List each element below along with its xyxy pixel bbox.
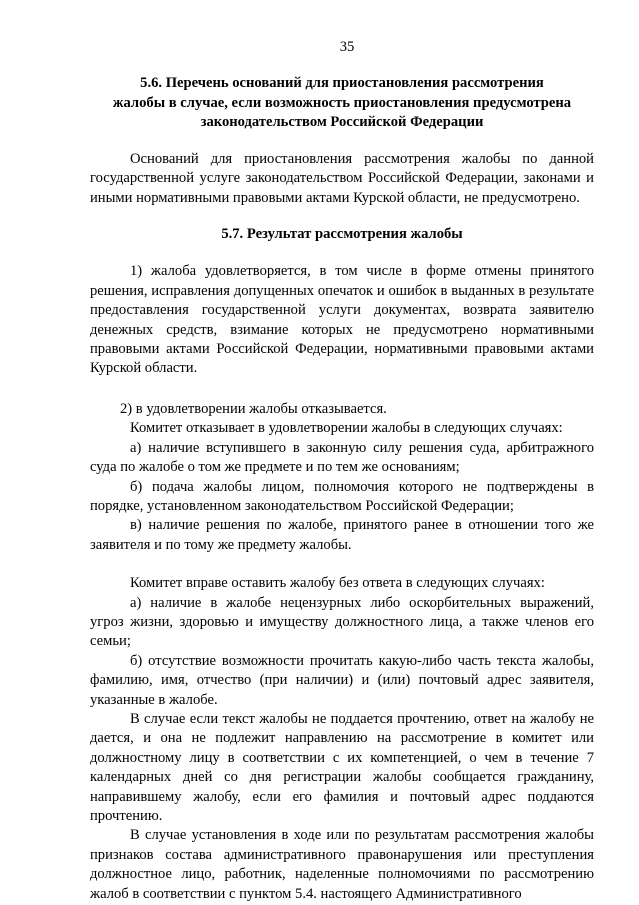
- violation-paragraph: В случае установления в ходе или по результатам рассмотрения жалобы признаков состава административного правонарушения или преступления должностное лицо, работник, наделенные полномочиями по рассмотрению жалоб в соответствии с пунктом 5.4. настоящего Административного: [90, 827, 594, 902]
- refusal-item-a: а) наличие вступившего в законную силу решения суда, арбитражного суда по жалобе о том же предмете и по тем же основаниям;: [90, 439, 594, 476]
- no-answer-intro: Комитет вправе оставить жалобу без ответа в следующих случаях:: [130, 575, 545, 592]
- refusal-item-c: в) наличие решения по жалобе, принятого ранее в отношении того же заявителя и по тому же предмету жалобы.: [90, 517, 594, 553]
- no-answer-item-b: б) отсутствие возможности прочитать какую-либо часть текста жалобы, фамилию, имя, отчество (при наличии) и (или) почтовый адрес заявителя, указанные в жалобе.: [90, 652, 594, 708]
- section-5-6-heading-line2: жалобы в случае, если возможность приостановления предусмотрена: [112, 94, 572, 111]
- unreadable-paragraph: В случае если текст жалобы не поддается прочтению, ответ на жалобу не дается, и она не подлежит направлению на рассмотрение в комитет или должностному лицу в соответствии с их компетенцией, о чем в течение 7 календарных дней со дня регистрации жалобы сообщается гражданину, направившему жалобу, если его фамилия и почтовый адрес поддаются прочтению.: [90, 710, 594, 824]
- refusal-intro: Комитет отказывает в удовлетворении жалобы в следующих случаях:: [130, 420, 563, 437]
- section-5-6-body: Оснований для приостановления рассмотрения жалобы по данной государственной услуге законодательством Российской Федерации, законами и иными нормативными правовыми актами Курской области, не предусмотрено.: [90, 151, 594, 206]
- page-number: 35: [339, 39, 355, 55]
- refusal-item-b: б) подача жалобы лицом, полномочия которого не подтверждены в порядке, установленном законодательством Российской Федерации;: [90, 478, 594, 514]
- result-item-1: 1) жалоба удовлетворяется, в том числе в форме отмены принятого решения, исправления допущенных опечаток и ошибок в выданных в результате предоставления государственной услуги документах, возврата заявителю денежных средств, взимание которых не предусмотрено нормативными правовыми актами Российской Федерации, нормативными правовыми актами Курской области.: [90, 263, 594, 377]
- section-5-6-heading-line3: законодательством Российской Федерации: [200, 113, 484, 130]
- section-5-6-heading-line1: 5.6. Перечень оснований для приостановления рассмотрения: [140, 75, 544, 92]
- no-answer-item-a: а) наличие в жалобе нецензурных либо оскорбительных выражений, угроз жизни, здоровью и имуществу должностного лица, а также членов его семьи;: [90, 594, 594, 650]
- section-5-7-heading: 5.7. Результат рассмотрения жалобы: [221, 226, 463, 243]
- result-item-2: 2) в удовлетворении жалобы отказывается.: [120, 400, 387, 417]
- section-5-6-heading: [90, 74, 594, 132]
